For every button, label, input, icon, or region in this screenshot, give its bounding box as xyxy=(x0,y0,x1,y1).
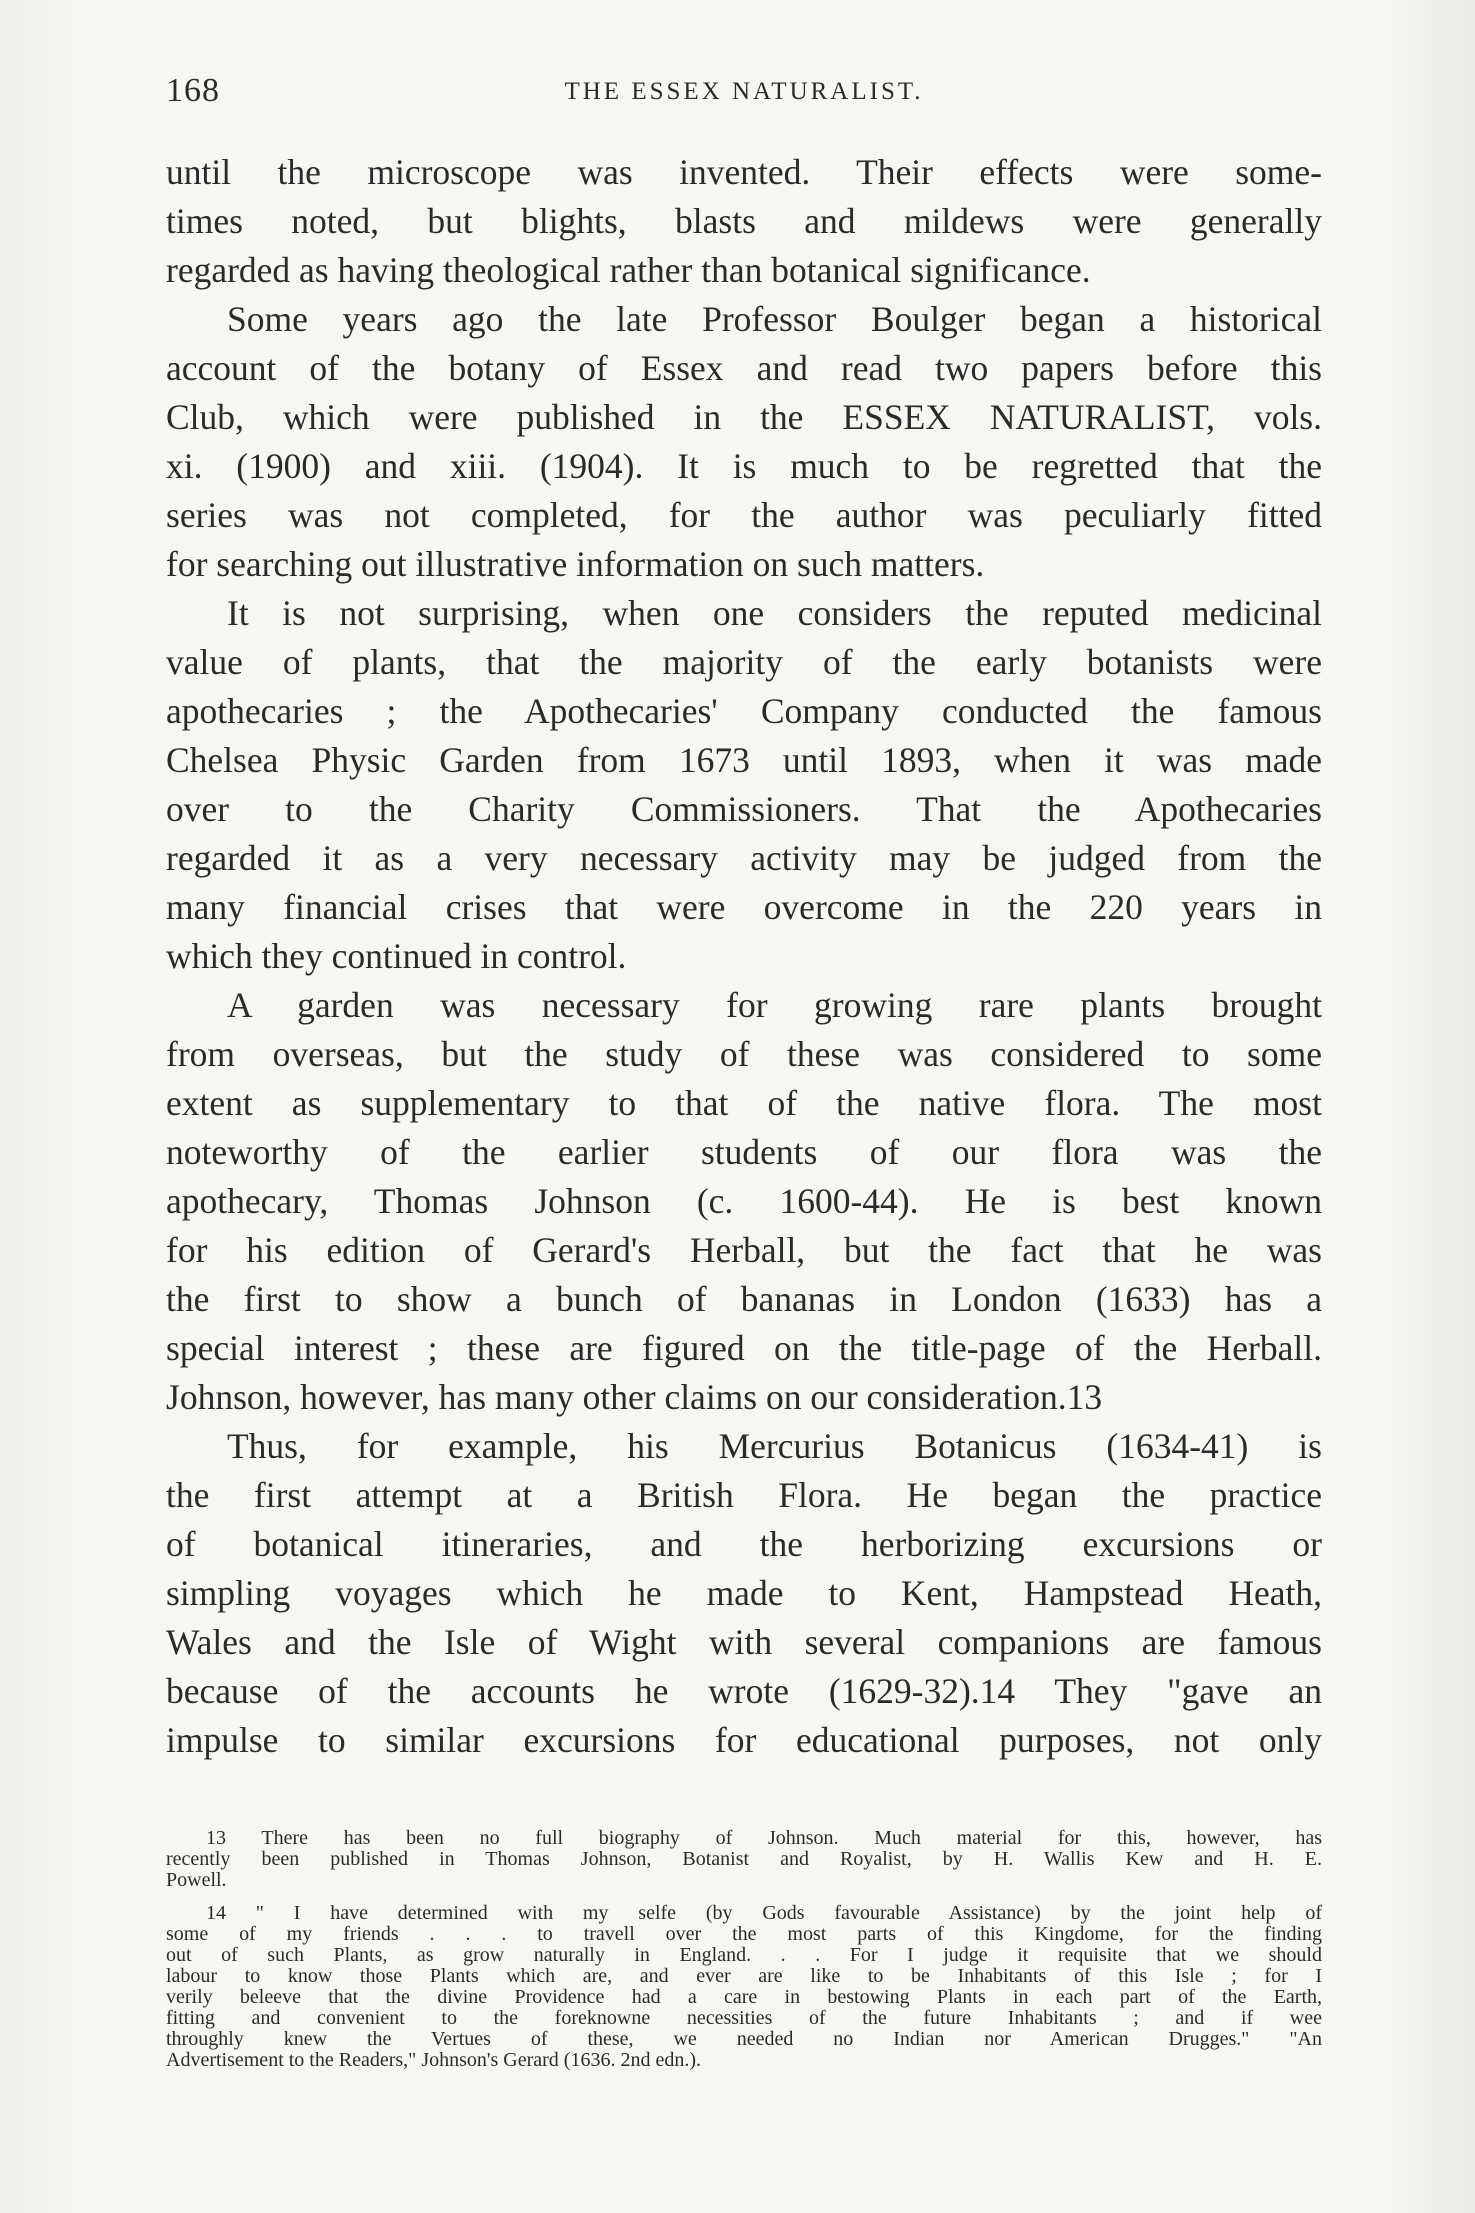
text-line: of botanical itineraries, and the herborizing excursions or xyxy=(166,1524,1322,1564)
footnote-line: 13 There has been no full biography of Johnson. Much material for this, however, has xyxy=(206,1827,1322,1849)
text-line: until the microscope was invented. Their effects were some- xyxy=(166,152,1322,192)
text-line: for his edition of Gerard's Herball, but the fact that he was xyxy=(166,1230,1322,1270)
text-line: It is not surprising, when one considers the reputed medicinal xyxy=(227,593,1322,633)
text-line: extent as supplementary to that of the native flora. The most xyxy=(166,1083,1322,1123)
running-title: THE ESSEX NATURALIST. xyxy=(564,78,924,105)
body-text xyxy=(166,148,1322,1765)
text-line: over to the Charity Commissioners. That the Apothecaries xyxy=(166,789,1322,829)
text-line: Chelsea Physic Garden from 1673 until 1893, when it was made xyxy=(166,740,1322,780)
text-line: Johnson, however, has many other claims on our consideration.13 xyxy=(166,1377,1103,1417)
footnote-13 xyxy=(166,1828,1322,1891)
text-line: value of plants, that the majority of the early botanists were xyxy=(166,642,1322,682)
text-line: series was not completed, for the author was peculiarly fitted xyxy=(166,495,1322,535)
footnotes xyxy=(166,1828,1322,2071)
text-line: regarded as having theological rather than botanical significance. xyxy=(166,250,1091,290)
text-line: the first attempt at a British Flora. He began the practice xyxy=(166,1475,1322,1515)
text-line: A garden was necessary for growing rare plants brought xyxy=(227,985,1322,1025)
text-line: the first to show a bunch of bananas in London (1633) has a xyxy=(166,1279,1322,1319)
footnote-line: recently been published in Thomas Johnson, Botanist and Royalist, by H. Wallis Kew and H. E. xyxy=(166,1848,1322,1870)
text-line: which they continued in control. xyxy=(166,936,627,976)
text-line: Club, which were published in the ESSEX NATURALIST, vols. xyxy=(166,397,1322,437)
text-line: for searching out illustrative information on such matters. xyxy=(166,544,985,584)
footnote-line: fitting and convenient to the foreknowne necessities of the future Inhabitants ; and if wee xyxy=(166,2007,1322,2029)
text-line: noteworthy of the earlier students of our flora was the xyxy=(166,1132,1322,1172)
text-line: regarded it as a very necessary activity may be judged from the xyxy=(166,838,1322,878)
footnote-line: 14 " I have determined with my selfe (by Gods favourable Assistance) by the joint help of xyxy=(206,1902,1322,1924)
text-line: from overseas, but the study of these was considered to some xyxy=(166,1034,1322,1074)
text-line: special interest ; these are figured on the title-page of the Herball. xyxy=(166,1328,1322,1368)
text-line: Thus, for example, his Mercurius Botanicus (1634-41) is xyxy=(227,1426,1322,1466)
text-line: impulse to similar excursions for educational purposes, not only xyxy=(166,1720,1322,1760)
footnote-line: out of such Plants, as grow naturally in England. . . For I judge it requisite that we should xyxy=(166,1944,1322,1966)
text-line: because of the accounts he wrote (1629-32).14 They "gave an xyxy=(166,1671,1322,1711)
text-line: times noted, but blights, blasts and mildews were generally xyxy=(166,201,1322,241)
text-line: xi. (1900) and xiii. (1904). It is much to be regretted that the xyxy=(166,446,1322,486)
text-line: account of the botany of Essex and read two papers before this xyxy=(166,348,1322,388)
footnote-line: labour to know those Plants which are, and ever are like to be Inhabitants of this Isle ; for I xyxy=(166,1965,1322,1987)
text-line: apothecaries ; the Apothecaries' Company conducted the famous xyxy=(166,691,1322,731)
footnote-line: Advertisement to the Readers," Johnson's Gerard (1636. 2nd edn.). xyxy=(166,2049,701,2071)
footnote-line: verily beleeve that the divine Providence had a care in bestowing Plants in each part of the Earth, xyxy=(166,1986,1322,2008)
footnote-line: throughly knew the Vertues of these, we needed no Indian nor American Drugges." "An xyxy=(166,2028,1322,2050)
footnote-line: Powell. xyxy=(166,1869,227,1891)
text-line: simpling voyages which he made to Kent, Hampstead Heath, xyxy=(166,1573,1322,1613)
text-line: many financial crises that were overcome in the 220 years in xyxy=(166,887,1322,927)
text-line: Some years ago the late Professor Boulger began a historical xyxy=(227,299,1322,339)
page-header xyxy=(166,72,1322,122)
page-number: 168 xyxy=(166,72,220,109)
footnote-line: some of my friends . . . to travell over the most parts of this Kingdome, for the finding xyxy=(166,1923,1322,1945)
text-line: apothecary, Thomas Johnson (c. 1600-44). He is best known xyxy=(166,1181,1322,1221)
text-line: Wales and the Isle of Wight with several companions are famous xyxy=(166,1622,1322,1662)
footnote-14 xyxy=(166,1903,1322,2071)
